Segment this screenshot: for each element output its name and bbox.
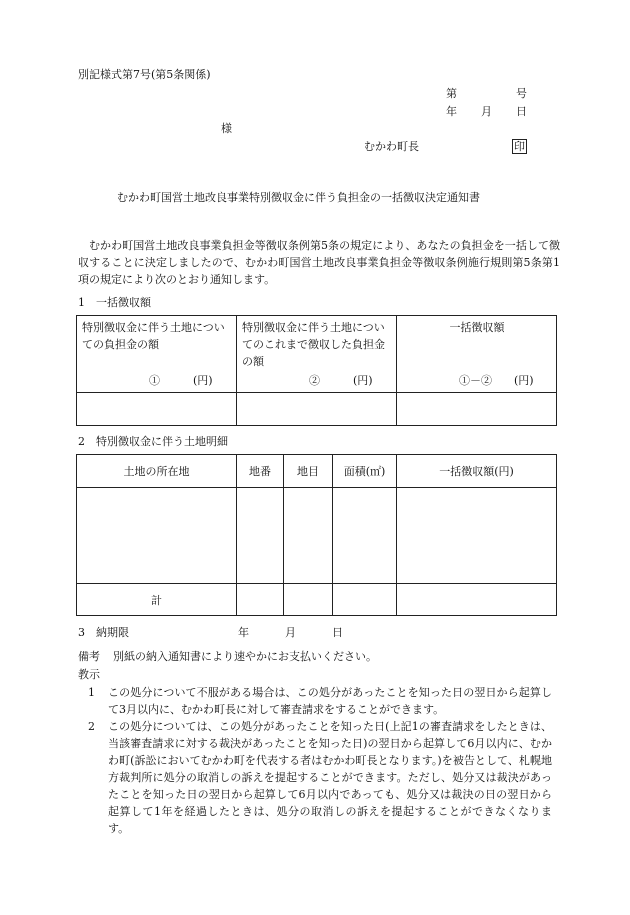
total-area	[333, 584, 397, 616]
number-suffix: 号	[516, 87, 527, 100]
remarks-label: 備考	[78, 650, 100, 663]
col-land-category: 地目	[284, 455, 333, 488]
date-month: 月	[481, 105, 492, 118]
date-day: 日	[516, 105, 527, 118]
land-row-lot	[237, 488, 284, 584]
lump-sum-table	[76, 315, 557, 426]
instruction-item-1	[88, 684, 552, 718]
col-collected-amount-label: 特別徴収金に伴う土地についてのこれまで徴収した負担金の額	[242, 321, 385, 368]
due-date-day: 日	[332, 626, 343, 639]
number-prefix: 第	[446, 87, 457, 100]
land-row-location	[77, 488, 237, 584]
instruction-item-1-text: この処分について不服がある場合は、この処分があったことを知った日の翌日から起算して3月以内に、むかわ町長に対して審査請求をすることができます。	[108, 686, 552, 716]
col-area: 面積(㎡)	[333, 455, 397, 488]
document-title: むかわ町国営土地改良事業特別徴収金に伴う負担金の一括徴収決定通知書	[117, 191, 480, 204]
col-burden-amount-unit: ① (円)	[149, 374, 213, 387]
due-date-label: 3 納期限	[78, 626, 129, 639]
col-lot-number: 地番	[237, 455, 284, 488]
total-amount	[397, 584, 557, 616]
total-label: 計	[77, 584, 237, 616]
lump-sum-value-3	[397, 393, 557, 426]
col-burden-amount-label: 特別徴収金に伴う土地についての負担金の額	[82, 321, 225, 351]
instructions-label: 教示	[78, 668, 100, 681]
instruction-item-2-number: 2	[88, 720, 95, 733]
land-row-category	[284, 488, 333, 584]
instruction-item-1-number: 1	[88, 686, 95, 699]
remarks-text: 別紙の納入通知書により速やかにお支払いください。	[113, 650, 377, 663]
issuer-name: むかわ町長	[364, 140, 419, 153]
due-date-year: 年	[238, 626, 249, 639]
land-detail-table	[76, 454, 557, 616]
col-lump-sum-amount: 一括徴収額(円)	[397, 455, 557, 488]
land-row-amount	[397, 488, 557, 584]
col-lump-sum	[397, 316, 557, 393]
section2-heading: 2 特別徴収金に伴う土地明細	[78, 435, 228, 448]
col-lump-sum-label: 一括徴収額	[449, 321, 505, 334]
instruction-item-2	[88, 718, 552, 837]
col-collected-amount-unit: ② (円)	[309, 374, 373, 387]
col-burden-amount	[77, 316, 237, 393]
instruction-item-2-text: この処分については、この処分があったことを知った日(上記1の審査請求をしたときは、当該審査請求に対する裁決があったことを知った日)の翌日から起算して6月以内に、むかわ町(訴訟においてむかわ町を代表する者はむかわ町長となります。)を被告として、札幌地方裁判所に処分の取消しの訴えを提起することができます。ただし、処分又は裁決があったことを知った日の翌日から起算して6月以内であっても、処分又は裁決の日の翌日から起算して1年を経過したときは、処分の取消しの訴えを提起することができなくなります。	[108, 720, 552, 835]
land-row-area	[333, 488, 397, 584]
body-paragraph: むかわ町国営土地改良事業負担金等徴収条例第5条の規定により、あなたの負担金を一括して徴収することに決定しましたので、むかわ町国営土地改良事業負担金等徴収条例施行規則第5条第1項の規定により次のとおり通知します。	[78, 239, 560, 286]
col-collected-amount	[237, 316, 397, 393]
total-lot	[237, 584, 284, 616]
col-lump-sum-unit: ①－② (円)	[459, 374, 534, 387]
section1-heading: 1 一括徴収額	[78, 296, 151, 309]
lump-sum-value-2	[237, 393, 397, 426]
date-year: 年	[446, 105, 457, 118]
lump-sum-value-1	[77, 393, 237, 426]
seal-stamp: 印	[514, 140, 525, 153]
col-location: 土地の所在地	[77, 455, 237, 488]
addressee-suffix: 様	[221, 122, 232, 135]
form-label: 別記様式第7号(第5条関係)	[78, 68, 211, 81]
total-category	[284, 584, 333, 616]
due-date-month: 月	[285, 626, 296, 639]
